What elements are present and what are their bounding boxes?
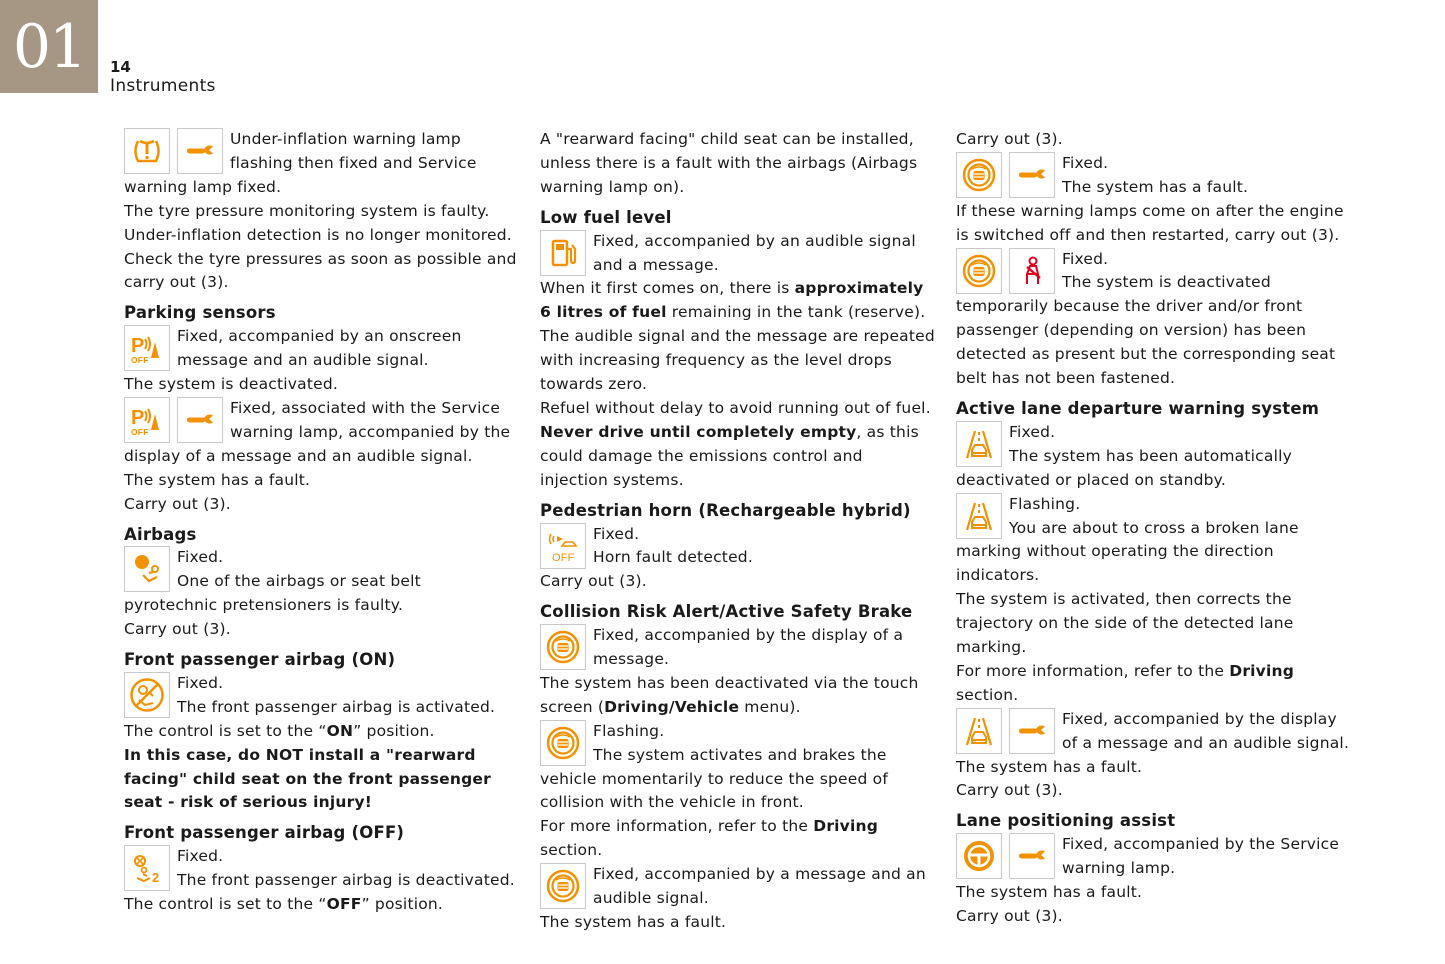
- parking-off-icon: [124, 325, 170, 371]
- tyre-action-text: Check the tyre pressures as soon as possible and carry out (3).: [124, 249, 517, 292]
- collision-c-text: Fixed, accompanied by a message and an audible signal.: [593, 865, 926, 908]
- collision-c-result: The system has a fault.: [540, 913, 727, 931]
- airbags-heading: Airbags: [124, 524, 197, 544]
- lpa-result: The system has a fault.: [956, 883, 1143, 902]
- parking-a-text: Fixed, accompanied by an onscreen message and an audible signal.: [177, 327, 462, 370]
- collision-a-result: The system has been deactivated via the touch screen (Driving/Vehicle menu).: [540, 673, 919, 716]
- collision-a-text: Fixed, accompanied by the display of a message.: [593, 626, 904, 669]
- pax-on-control: The control is set to the “ON” position.: [124, 721, 435, 740]
- airbag-warning-icon: [124, 546, 170, 592]
- tyre-pressure-warning-icon: [124, 128, 170, 174]
- pax-on-warning: In this case, do NOT install a "rearward facing" child seat on the front passenger seat - risk of serious injury!: [124, 745, 491, 812]
- column-3: [956, 128, 1356, 929]
- lane-c-text: Fixed, accompanied by the display of a message and an audible signal.: [1062, 709, 1350, 752]
- steering-wheel-icon: [956, 833, 1002, 879]
- pax-airbag-on-heading: Front passenger airbag (ON): [124, 650, 396, 670]
- passenger-airbag-on-icon: [124, 672, 170, 718]
- lane-b-text: You are about to cross a broken lane marking without operating the direction indicators.: [956, 518, 1299, 585]
- passenger-airbag-off-icon: [124, 845, 170, 891]
- horn-action: Carry out (3).: [540, 572, 647, 591]
- fuel-text: Fixed, accompanied by an audible signal and a message.: [593, 231, 916, 274]
- chapter-number-box: 01: [0, 0, 98, 93]
- active-safety-brake-icon: [540, 624, 586, 670]
- low-fuel-heading: Low fuel level: [540, 207, 672, 227]
- tyre-detection-text: Under-inflation detection is no longer monitored.: [124, 225, 512, 244]
- aeb-b-text: The system is deactivated temporarily because the driver and/or front passenger (depending on version) has been detected as present but the corresponding seat belt has not been fastened.: [956, 273, 1336, 388]
- column-2: [540, 128, 935, 935]
- seat-belt-warning-icon: [1009, 248, 1055, 294]
- fuel-never-empty-text: Never drive until completely empty, as this could damage the emissions control and injection systems.: [540, 422, 919, 489]
- pax-airbag-off-heading: Front passenger airbag (OFF): [124, 823, 405, 843]
- parking-b-text: Fixed, associated with the Service warning lamp, accompanied by the display of a message and an audible signal.: [124, 398, 511, 465]
- lane-departure-icon: [956, 421, 1002, 467]
- collision-heading: Collision Risk Alert/Active Safety Brake: [540, 602, 913, 622]
- aeb-a-text: The system has a fault.: [1062, 177, 1249, 196]
- collision-b-state: Flashing.: [593, 721, 665, 740]
- active-safety-brake-icon: [540, 863, 586, 909]
- lane-positioning-heading: Lane positioning assist: [956, 811, 1176, 831]
- fuel-reserve-text: When it first comes on, there is approximately 6 litres of fuel remaining in the tank (reserve).: [540, 279, 926, 322]
- parking-b-action: Carry out (3).: [124, 494, 231, 513]
- column-1: [124, 128, 519, 917]
- tyre-icons: [124, 128, 223, 174]
- section-title: Instruments: [110, 76, 216, 96]
- lane-c-action: Carry out (3).: [956, 781, 1063, 800]
- pax-off-state: Fixed.: [177, 847, 224, 866]
- fuel-repeat-text: The audible signal and the message are repeated with increasing frequency as the level drops towards zero.: [540, 327, 935, 394]
- fuel-pump-icon: [540, 230, 586, 276]
- lane-more-info: For more information, refer to the Driving section.: [956, 661, 1295, 704]
- pax-on-state: Fixed.: [177, 673, 224, 692]
- tyre-lamp-text: Under-inflation warning lamp flashing then fixed and Service warning lamp fixed.: [124, 130, 477, 196]
- tyre-fault-text: The tyre pressure monitoring system is faulty.: [124, 201, 490, 220]
- pax-off-control: The control is set to the “OFF” position.: [124, 895, 444, 914]
- pedestrian-horn-heading: Pedestrian horn (Rechargeable hybrid): [540, 500, 911, 520]
- pedestrian-horn-off-icon: [540, 523, 586, 569]
- parking-b-result: The system has a fault.: [124, 470, 311, 489]
- lane-departure-heading: Active lane departure warning system: [956, 398, 1320, 418]
- active-safety-brake-icon: [956, 248, 1002, 294]
- pax-on-text: The front passenger airbag is activated.: [177, 697, 496, 716]
- aeb-b-state: Fixed.: [1062, 249, 1109, 268]
- service-wrench-icon: [177, 397, 223, 443]
- airbags-state: Fixed.: [177, 548, 224, 567]
- child-seat-intro: A "rearward facing" child seat can be installed, unless there is a fault with the airbags (Airbags warning lamp on).: [540, 130, 918, 196]
- collision-b-text: The system activates and brakes the vehicle momentarily to reduce the speed of collision with the vehicle in front.: [540, 745, 888, 812]
- pax-off-text: The front passenger airbag is deactivated.: [177, 871, 515, 890]
- parking-off-icon: [124, 397, 170, 443]
- airbags-text: One of the airbags or seat belt pyrotechnic pretensioners is faulty.: [124, 572, 421, 615]
- fuel-refuel-text: Refuel without delay to avoid running out of fuel.: [540, 398, 931, 417]
- lane-departure-icon: [956, 708, 1002, 754]
- parking-a-result: The system is deactivated.: [124, 375, 339, 394]
- lpa-action: Carry out (3).: [956, 907, 1063, 925]
- service-wrench-icon: [1009, 152, 1055, 198]
- horn-state: Fixed.: [593, 524, 640, 543]
- aeb-restart-text: If these warning lamps come on after the engine is switched off and then restarted, carry out (3).: [956, 201, 1344, 244]
- carry-out-text: Carry out (3).: [956, 130, 1063, 148]
- horn-text: Horn fault detected.: [593, 548, 753, 567]
- page-number: 14: [110, 58, 131, 76]
- lane-a-text: The system has been automatically deactivated or placed on standby.: [956, 446, 1292, 489]
- service-wrench-icon: [1009, 833, 1055, 879]
- lane-a-state: Fixed.: [1009, 422, 1056, 441]
- lane-departure-icon: [956, 493, 1002, 539]
- collision-more-info: For more information, refer to the Driving section.: [540, 817, 879, 860]
- lpa-text: Fixed, accompanied by the Service warning lamp.: [1062, 835, 1340, 878]
- service-wrench-icon: [1009, 708, 1055, 754]
- airbags-action: Carry out (3).: [124, 620, 231, 639]
- lane-c-result: The system has a fault.: [956, 757, 1143, 776]
- active-safety-brake-icon: [540, 720, 586, 766]
- lane-b-text2: The system is activated, then corrects the trajectory on the side of the detected lane marking.: [956, 590, 1294, 657]
- lane-b-state: Flashing.: [1009, 494, 1081, 513]
- aeb-a-state: Fixed.: [1062, 153, 1109, 172]
- active-safety-brake-icon: [956, 152, 1002, 198]
- service-wrench-icon: [177, 128, 223, 174]
- parking-sensors-heading: Parking sensors: [124, 303, 276, 323]
